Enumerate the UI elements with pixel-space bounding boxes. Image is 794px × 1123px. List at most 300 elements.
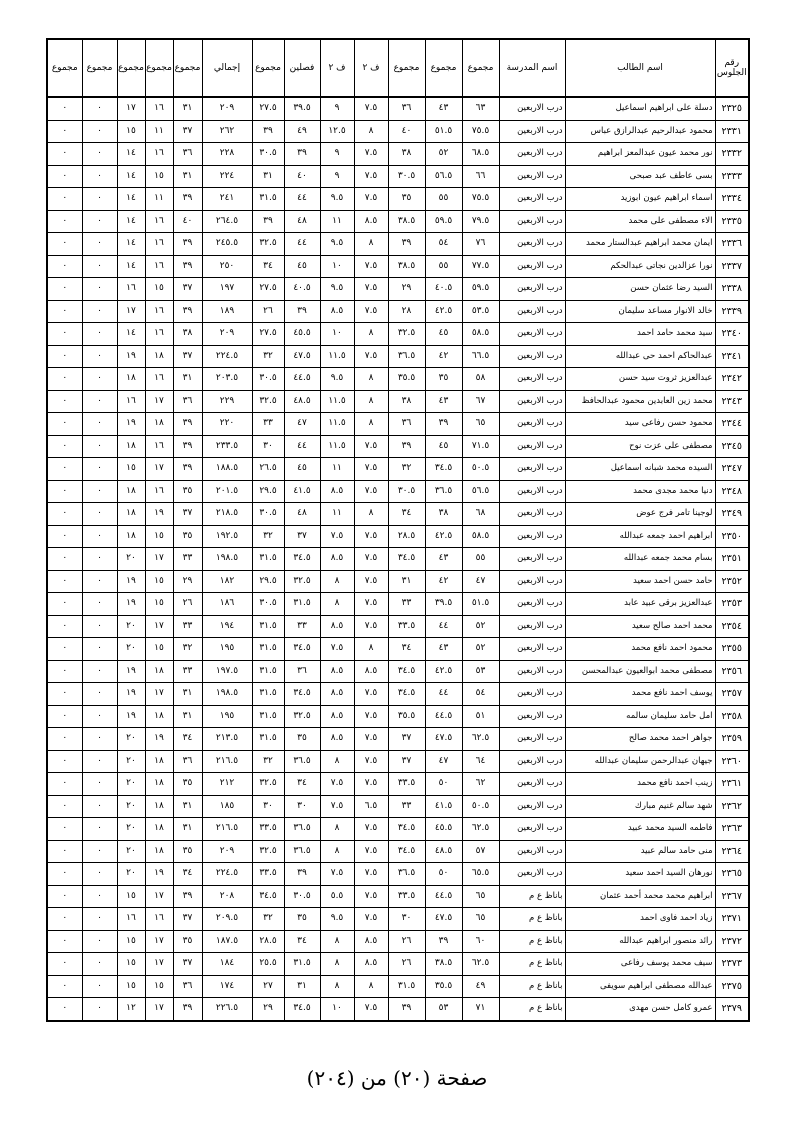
seat-number-cell: ٢٣٥٨ — [715, 705, 749, 728]
score-cell: ٣٩ — [388, 998, 425, 1021]
score-cell: ٨ — [320, 570, 354, 593]
seat-number-cell: ٢٣٦١ — [715, 773, 749, 796]
score-cell: ٢٠٩ — [202, 97, 252, 120]
score-cell: ٣٧ — [173, 120, 202, 143]
student-name-cell: سيف محمد يوسف رفاعى — [565, 953, 715, 976]
score-cell: ٧.٥ — [354, 300, 388, 323]
score-cell: ٢٢٨ — [202, 143, 252, 166]
score-cell: ٣٦ — [388, 413, 425, 436]
table-row — [47, 975, 749, 998]
score-cell: ١١ — [320, 210, 354, 233]
score-cell: ١٩ — [145, 863, 173, 886]
score-cell: ٢٩.٥ — [252, 570, 284, 593]
score-cell: ١٧ — [145, 390, 173, 413]
score-cell: ٣٦.٥ — [284, 840, 320, 863]
score-cell: ٣٤.٥ — [388, 840, 425, 863]
score-cell: ٧٥.٥ — [462, 188, 499, 211]
score-cell: ٨ — [354, 503, 388, 526]
score-cell: ٣٣.٥ — [252, 818, 284, 841]
student-name-cell: خالد الانوار مساعد سليمان — [565, 300, 715, 323]
score-cell: ٠ — [82, 345, 117, 368]
score-cell: ٢٠٩ — [202, 840, 252, 863]
score-cell: ٠ — [47, 188, 82, 211]
score-cell: ٣٦.٥ — [388, 863, 425, 886]
score-cell: ٤٢.٥ — [425, 300, 462, 323]
score-cell: ٦٥ — [462, 885, 499, 908]
score-cell: ١٧ — [145, 458, 173, 481]
student-name-cell: محمد زين العابدين محمود عبدالحافظ — [565, 390, 715, 413]
score-cell: ٢١٦.٥ — [202, 750, 252, 773]
score-cell: ١٥ — [145, 975, 173, 998]
score-cell: ٣١.٥ — [284, 593, 320, 616]
table-row — [47, 930, 749, 953]
score-cell: ١٥ — [117, 120, 145, 143]
score-cell: ٨.٥ — [320, 683, 354, 706]
score-cell: ٧٥.٥ — [462, 120, 499, 143]
score-cell: ١٠ — [320, 998, 354, 1021]
score-cell: ٠ — [47, 165, 82, 188]
school-name-cell: درب الاربعين — [499, 503, 565, 526]
student-name-cell: محمود عبدالرحيم عبدالرازق عباس — [565, 120, 715, 143]
score-cell: ٤٠ — [173, 210, 202, 233]
score-cell: ٠ — [82, 165, 117, 188]
score-cell: ٢٨.٥ — [388, 525, 425, 548]
score-cell: ٥٥ — [462, 548, 499, 571]
table-row — [47, 908, 749, 931]
score-cell: ٣٢ — [388, 458, 425, 481]
score-cell: ١٦ — [145, 233, 173, 256]
score-cell: ٤٧.٥ — [425, 908, 462, 931]
score-cell: ٠ — [47, 480, 82, 503]
score-cell: ٠ — [47, 345, 82, 368]
seat-number-cell: ٢٣٤٩ — [715, 503, 749, 526]
score-cell: ٣٣.٥ — [388, 773, 425, 796]
score-cell: ١٩٧ — [202, 278, 252, 301]
score-cell: ١٥ — [145, 165, 173, 188]
score-cell: ٠ — [47, 908, 82, 931]
score-cell: ١٩٤ — [202, 615, 252, 638]
score-cell: ٤٠.٥ — [284, 278, 320, 301]
score-cell: ٠ — [47, 660, 82, 683]
student-name-cell: لوجينا تامر فرج عوض — [565, 503, 715, 526]
score-cell: ٣١.٥ — [284, 953, 320, 976]
score-cell: ١٤ — [117, 165, 145, 188]
score-cell: ٤٩ — [462, 975, 499, 998]
score-cell: ٢٠ — [117, 548, 145, 571]
school-name-cell: درب الاربعين — [499, 188, 565, 211]
score-cell: ٠ — [82, 188, 117, 211]
header-cell: إجمالي — [202, 39, 252, 97]
score-cell: ١٧ — [117, 300, 145, 323]
score-cell: ٧.٥ — [354, 345, 388, 368]
score-cell: ١٨ — [145, 750, 173, 773]
score-cell: ٨ — [354, 323, 388, 346]
score-cell: ٧.٥ — [354, 705, 388, 728]
score-cell: ٣٧ — [388, 750, 425, 773]
score-cell: ٠ — [47, 998, 82, 1021]
school-name-cell: باناظ ع م — [499, 930, 565, 953]
score-cell: ١٨ — [117, 435, 145, 458]
score-cell: ١٩ — [117, 413, 145, 436]
score-cell: ٣٩ — [173, 255, 202, 278]
score-cell: ٢٦ — [388, 953, 425, 976]
score-cell: ٩ — [320, 165, 354, 188]
score-cell: ١٧ — [145, 683, 173, 706]
score-cell: ٣٤ — [284, 773, 320, 796]
score-cell: ٦٠ — [462, 930, 499, 953]
student-name-cell: بسام محمد جمعه عبدالله — [565, 548, 715, 571]
score-cell: ٣٥ — [173, 480, 202, 503]
score-cell: ١٥ — [145, 570, 173, 593]
score-cell: ٠ — [82, 548, 117, 571]
seat-number-cell: ٢٣٥٢ — [715, 570, 749, 593]
score-cell: ٢٠٣.٥ — [202, 368, 252, 391]
score-cell: ٢٠ — [117, 750, 145, 773]
score-cell: ٥.٥ — [320, 885, 354, 908]
table-row — [47, 255, 749, 278]
score-cell: ٧.٥ — [354, 863, 388, 886]
score-cell: ٢٣٣.٥ — [202, 435, 252, 458]
student-name-cell: نور محمد عيون عبدالمعز ابراهيم — [565, 143, 715, 166]
school-name-cell: درب الاربعين — [499, 750, 565, 773]
score-cell: ٢٠ — [117, 795, 145, 818]
score-cell: ٢٥٠ — [202, 255, 252, 278]
score-cell: ٧.٥ — [354, 570, 388, 593]
score-cell: ٤٨.٥ — [284, 390, 320, 413]
student-name-cell: عبدالله مصطفى ابراهيم سويفى — [565, 975, 715, 998]
school-name-cell: درب الاربعين — [499, 120, 565, 143]
score-cell: ١١.٥ — [320, 435, 354, 458]
score-cell: ٠ — [82, 705, 117, 728]
score-cell: ٤٢.٥ — [425, 525, 462, 548]
score-cell: ٣١.٥ — [252, 615, 284, 638]
seat-number-cell: ٢٣٣٧ — [715, 255, 749, 278]
table-row — [47, 615, 749, 638]
score-cell: ٢٠ — [117, 638, 145, 661]
score-cell: ١٢ — [117, 998, 145, 1021]
score-cell: ٠ — [82, 975, 117, 998]
score-cell: ٠ — [47, 885, 82, 908]
score-cell: ٧.٥ — [354, 885, 388, 908]
score-cell: ٨ — [354, 638, 388, 661]
score-cell: ١٨ — [145, 345, 173, 368]
score-cell: ٤٤.٥ — [425, 885, 462, 908]
score-cell: ٠ — [47, 840, 82, 863]
score-cell: ٢١٢ — [202, 773, 252, 796]
score-cell: ٣٨.٥ — [388, 255, 425, 278]
seat-number-cell: ٢٣٧٣ — [715, 953, 749, 976]
student-name-cell: يوسف احمد نافع محمد — [565, 683, 715, 706]
seat-number-cell: ٢٣٣٣ — [715, 165, 749, 188]
score-cell: ٢٠ — [117, 728, 145, 751]
score-cell: ٨ — [320, 840, 354, 863]
header-cell: اسم المدرسة — [499, 39, 565, 97]
score-cell: ٠ — [47, 97, 82, 120]
score-cell: ٠ — [82, 390, 117, 413]
score-cell: ٣٢.٥ — [252, 773, 284, 796]
score-cell: ٣٢.٥ — [252, 840, 284, 863]
score-cell: ٣٤.٥ — [284, 638, 320, 661]
score-cell: ٣٨ — [173, 323, 202, 346]
score-cell: ٧.٥ — [354, 750, 388, 773]
score-cell: ٢٤١ — [202, 188, 252, 211]
score-cell: ٣٠.٥ — [252, 143, 284, 166]
school-name-cell: باناظ ع م — [499, 885, 565, 908]
score-cell: ٧١.٥ — [462, 435, 499, 458]
score-cell: ٣٩ — [173, 413, 202, 436]
school-name-cell: باناظ ع م — [499, 908, 565, 931]
school-name-cell: درب الاربعين — [499, 210, 565, 233]
score-cell: ١٨ — [145, 413, 173, 436]
score-cell: ٣٧ — [173, 503, 202, 526]
score-cell: ٣٣ — [173, 660, 202, 683]
header-cell: مجموع — [425, 39, 462, 97]
school-name-cell: درب الاربعين — [499, 593, 565, 616]
score-cell: ٣٩ — [425, 413, 462, 436]
score-cell: ١١ — [320, 458, 354, 481]
score-cell: ٤٣ — [425, 97, 462, 120]
score-cell: ٧.٥ — [354, 143, 388, 166]
score-cell: ٣٤.٥ — [252, 885, 284, 908]
score-cell: ٣٥ — [173, 930, 202, 953]
score-cell: ٣٤.٥ — [388, 818, 425, 841]
score-cell: ٢٦ — [252, 300, 284, 323]
score-cell: ٣٦ — [173, 143, 202, 166]
score-cell: ٤٣ — [425, 638, 462, 661]
score-cell: ٢٠٨ — [202, 885, 252, 908]
score-cell: ٣٥ — [388, 188, 425, 211]
score-cell: ٧٧.٥ — [462, 255, 499, 278]
table-row — [47, 728, 749, 751]
score-cell: ٢٧ — [252, 975, 284, 998]
score-cell: ٣٩ — [284, 143, 320, 166]
score-cell: ٠ — [47, 143, 82, 166]
score-cell: ١٨٤ — [202, 953, 252, 976]
score-cell: ٣٣ — [388, 593, 425, 616]
score-cell: ٩.٥ — [320, 188, 354, 211]
score-cell: ٥٩.٥ — [425, 210, 462, 233]
score-cell: ١١ — [320, 503, 354, 526]
score-cell: ١٨ — [145, 818, 173, 841]
score-cell: ٢٦ — [173, 593, 202, 616]
student-name-cell: شهد سالم غنيم مبارك — [565, 795, 715, 818]
table-row — [47, 818, 749, 841]
score-cell: ٠ — [82, 368, 117, 391]
score-cell: ٤٧ — [425, 750, 462, 773]
score-cell: ١٦ — [145, 908, 173, 931]
score-cell: ٣٨ — [388, 143, 425, 166]
score-cell: ١٨ — [117, 480, 145, 503]
score-cell: ٢٩ — [252, 998, 284, 1021]
score-cell: ٣٩ — [173, 233, 202, 256]
score-cell: ٨.٥ — [354, 953, 388, 976]
table-row — [47, 548, 749, 571]
score-cell: ٣٠ — [252, 435, 284, 458]
score-cell: ٣٥.٥ — [425, 975, 462, 998]
header-cell: ف ٢ — [320, 39, 354, 97]
score-cell: ٤٥ — [425, 323, 462, 346]
score-cell: ٦٧ — [462, 390, 499, 413]
school-name-cell: درب الاربعين — [499, 143, 565, 166]
table-row — [47, 750, 749, 773]
score-cell: ٣١.٥ — [252, 728, 284, 751]
score-cell: ٢١٦.٥ — [202, 818, 252, 841]
school-name-cell: درب الاربعين — [499, 480, 565, 503]
score-cell: ٤٣ — [425, 548, 462, 571]
student-name-cell: اسماء ابراهيم عيون ابوزيد — [565, 188, 715, 211]
score-cell: ٥٣ — [425, 998, 462, 1021]
student-name-cell: الاء مصطفى على محمد — [565, 210, 715, 233]
score-cell: ١٩٥ — [202, 705, 252, 728]
score-cell: ١٦ — [145, 368, 173, 391]
score-cell: ٣٣ — [284, 615, 320, 638]
score-cell: ٤٨ — [284, 503, 320, 526]
seat-number-cell: ٢٣٤٥ — [715, 435, 749, 458]
score-cell: ١٧ — [145, 930, 173, 953]
student-name-cell: مصطفى محمد ابوالعيون عبدالمحسن — [565, 660, 715, 683]
score-cell: ١٤ — [117, 188, 145, 211]
score-cell: ٠ — [47, 368, 82, 391]
score-cell: ١٦ — [145, 435, 173, 458]
score-cell: ٣٠.٥ — [252, 593, 284, 616]
score-cell: ٣٦.٥ — [425, 480, 462, 503]
score-cell: ٠ — [47, 705, 82, 728]
header-row — [47, 39, 749, 97]
school-name-cell: درب الاربعين — [499, 818, 565, 841]
table-row — [47, 503, 749, 526]
score-cell: ٢٨.٥ — [252, 930, 284, 953]
score-cell: ٠ — [47, 435, 82, 458]
seat-number-cell: ٢٣٣٢ — [715, 143, 749, 166]
school-name-cell: درب الاربعين — [499, 458, 565, 481]
score-cell: ١٥ — [117, 885, 145, 908]
score-cell: ١٧ — [117, 97, 145, 120]
score-cell: ٠ — [47, 233, 82, 256]
score-cell: ٣١ — [252, 165, 284, 188]
score-cell: ٠ — [82, 278, 117, 301]
score-cell: ١٥ — [145, 638, 173, 661]
score-cell: ٠ — [82, 480, 117, 503]
student-name-cell: رائد منصور ابراهيم عبدالله — [565, 930, 715, 953]
score-cell: ٢٢٤ — [202, 165, 252, 188]
student-name-cell: حامد حسن احمد سعيد — [565, 570, 715, 593]
table-row — [47, 863, 749, 886]
score-cell: ٣٣.٥ — [252, 863, 284, 886]
table-row — [47, 323, 749, 346]
score-cell: ٣٢ — [252, 750, 284, 773]
score-cell: ٣٢.٥ — [284, 705, 320, 728]
score-cell: ٧.٥ — [354, 97, 388, 120]
score-cell: ٢٠ — [117, 840, 145, 863]
score-cell: ٧.٥ — [354, 548, 388, 571]
score-cell: ٠ — [47, 638, 82, 661]
score-cell: ٠ — [47, 615, 82, 638]
student-name-cell: ابراهيم احمد جمعه عبدالله — [565, 525, 715, 548]
score-cell: ٠ — [82, 615, 117, 638]
score-cell: ٠ — [47, 390, 82, 413]
score-cell: ٣٤.٥ — [388, 660, 425, 683]
score-cell: ٢٩.٥ — [252, 480, 284, 503]
score-cell: ٨ — [320, 750, 354, 773]
score-cell: ٢٠٩.٥ — [202, 908, 252, 931]
score-cell: ٨.٥ — [320, 548, 354, 571]
seat-number-cell: ٢٣٥٦ — [715, 660, 749, 683]
score-cell: ٢٢٤.٥ — [202, 863, 252, 886]
score-cell: ٣٦ — [173, 390, 202, 413]
score-cell: ٦٨ — [462, 503, 499, 526]
score-cell: ١٠ — [320, 323, 354, 346]
score-cell: ١٦ — [117, 390, 145, 413]
score-cell: ٧.٥ — [354, 435, 388, 458]
score-cell: ٤٧ — [462, 570, 499, 593]
score-cell: ٣٢ — [173, 638, 202, 661]
header-cell: مجموع — [145, 39, 173, 97]
score-cell: ١٥ — [117, 458, 145, 481]
score-cell: ٦٣ — [462, 97, 499, 120]
score-cell: ١٨٩ — [202, 300, 252, 323]
score-cell: ٢٧.٥ — [252, 97, 284, 120]
school-name-cell: درب الاربعين — [499, 165, 565, 188]
score-cell: ٠ — [82, 728, 117, 751]
score-cell: ٣٢ — [252, 345, 284, 368]
school-name-cell: درب الاربعين — [499, 435, 565, 458]
score-cell: ١٧ — [145, 885, 173, 908]
score-cell: ٠ — [47, 120, 82, 143]
score-cell: ٠ — [82, 953, 117, 976]
table-row — [47, 953, 749, 976]
score-cell: ٠ — [82, 233, 117, 256]
student-name-cell: جواهر احمد محمد صالح — [565, 728, 715, 751]
results-table — [46, 38, 750, 1022]
score-cell: ٣٨.٥ — [425, 953, 462, 976]
table-row — [47, 120, 749, 143]
score-cell: ٥٦.٥ — [425, 165, 462, 188]
score-cell: ١١.٥ — [320, 390, 354, 413]
score-cell: ٣٧ — [388, 728, 425, 751]
score-cell: ٧١ — [462, 998, 499, 1021]
header-cell: مجموع — [173, 39, 202, 97]
score-cell: ٠ — [82, 525, 117, 548]
score-cell: ٣٩ — [173, 300, 202, 323]
score-cell: ٤٠.٥ — [425, 278, 462, 301]
score-cell: ١٨ — [145, 795, 173, 818]
score-cell: ١٥ — [117, 975, 145, 998]
score-cell: ١٨٧.٥ — [202, 930, 252, 953]
score-cell: ٣٢ — [252, 525, 284, 548]
student-name-cell: ايمان محمد ابراهيم عبدالستار محمد — [565, 233, 715, 256]
table-row — [47, 413, 749, 436]
score-cell: ٣٧ — [284, 525, 320, 548]
score-cell: ٧.٥ — [354, 818, 388, 841]
score-cell: ٥٠ — [425, 863, 462, 886]
score-cell: ٠ — [47, 570, 82, 593]
score-cell: ٣٧ — [173, 345, 202, 368]
score-cell: ٠ — [47, 818, 82, 841]
seat-number-cell: ٢٣٥١ — [715, 548, 749, 571]
score-cell: ٠ — [82, 818, 117, 841]
score-cell: ٣٤.٥ — [388, 548, 425, 571]
score-cell: ٧.٥ — [320, 638, 354, 661]
score-cell: ٤٤ — [425, 683, 462, 706]
score-cell: ٣٢.٥ — [284, 570, 320, 593]
seat-number-cell: ٢٣٢٥ — [715, 97, 749, 120]
score-cell: ٣٩ — [173, 435, 202, 458]
score-cell: ١٨٨.٥ — [202, 458, 252, 481]
school-name-cell: درب الاربعين — [499, 840, 565, 863]
score-cell: ٣١.٥ — [388, 975, 425, 998]
score-cell: ٣٠.٥ — [388, 480, 425, 503]
score-cell: ٣٥ — [284, 728, 320, 751]
